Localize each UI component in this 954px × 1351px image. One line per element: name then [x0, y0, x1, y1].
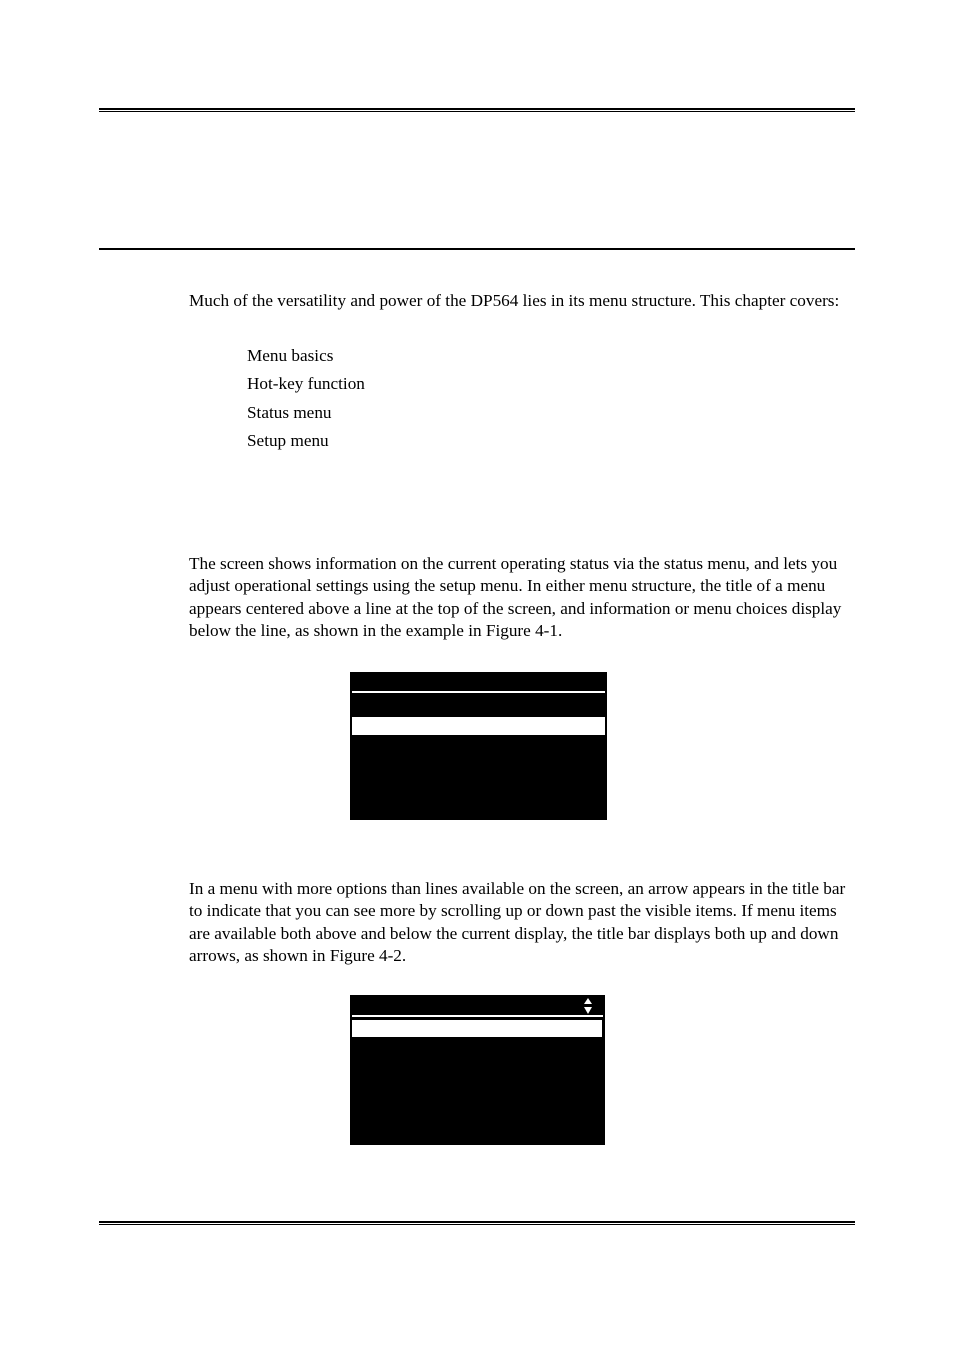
- header-rule: [99, 108, 855, 112]
- menu-basics-paragraph: The screen shows information on the current operating status via the status menu, and lets you adjust operational settings using the setup menu. In either menu structure, the title of a menu appears centered above a line at the top of the screen, and information or menu choices display below the line, as shown in the example in Figure 4-1.: [189, 554, 842, 640]
- scrolling-paragraph: In a menu with more options than lines available on the screen, an arrow appears in the title bar to indicate that you can see more by scrolling up or down past the visible items. If menu items are available both above and below the current display, the title bar displays both up and down arrows, as shown in Figure 4-2.: [189, 879, 846, 965]
- chapter-topics-list: [247, 344, 365, 458]
- lcd-selected-row: [352, 717, 605, 735]
- lcd-title-rule: [352, 691, 605, 693]
- figure-4-1-lcd-screen: [350, 672, 607, 820]
- chapter-title-rule: [99, 248, 855, 250]
- list-item: Status menu: [247, 402, 332, 422]
- list-item: Menu basics: [247, 346, 334, 365]
- up-down-scroll-arrows-icon: [583, 997, 593, 1015]
- figure-4-2-lcd-screen: [350, 995, 605, 1145]
- list-item: Setup menu: [247, 431, 329, 451]
- intro-paragraph: Much of the versatility and power of the DP564 lies in its menu structure. This chapter covers:: [189, 291, 840, 310]
- lcd-selected-row: [352, 1020, 602, 1037]
- footer-rule: [99, 1221, 855, 1225]
- list-item: Hot-key function: [247, 374, 365, 394]
- lcd-title-rule: [352, 1015, 603, 1017]
